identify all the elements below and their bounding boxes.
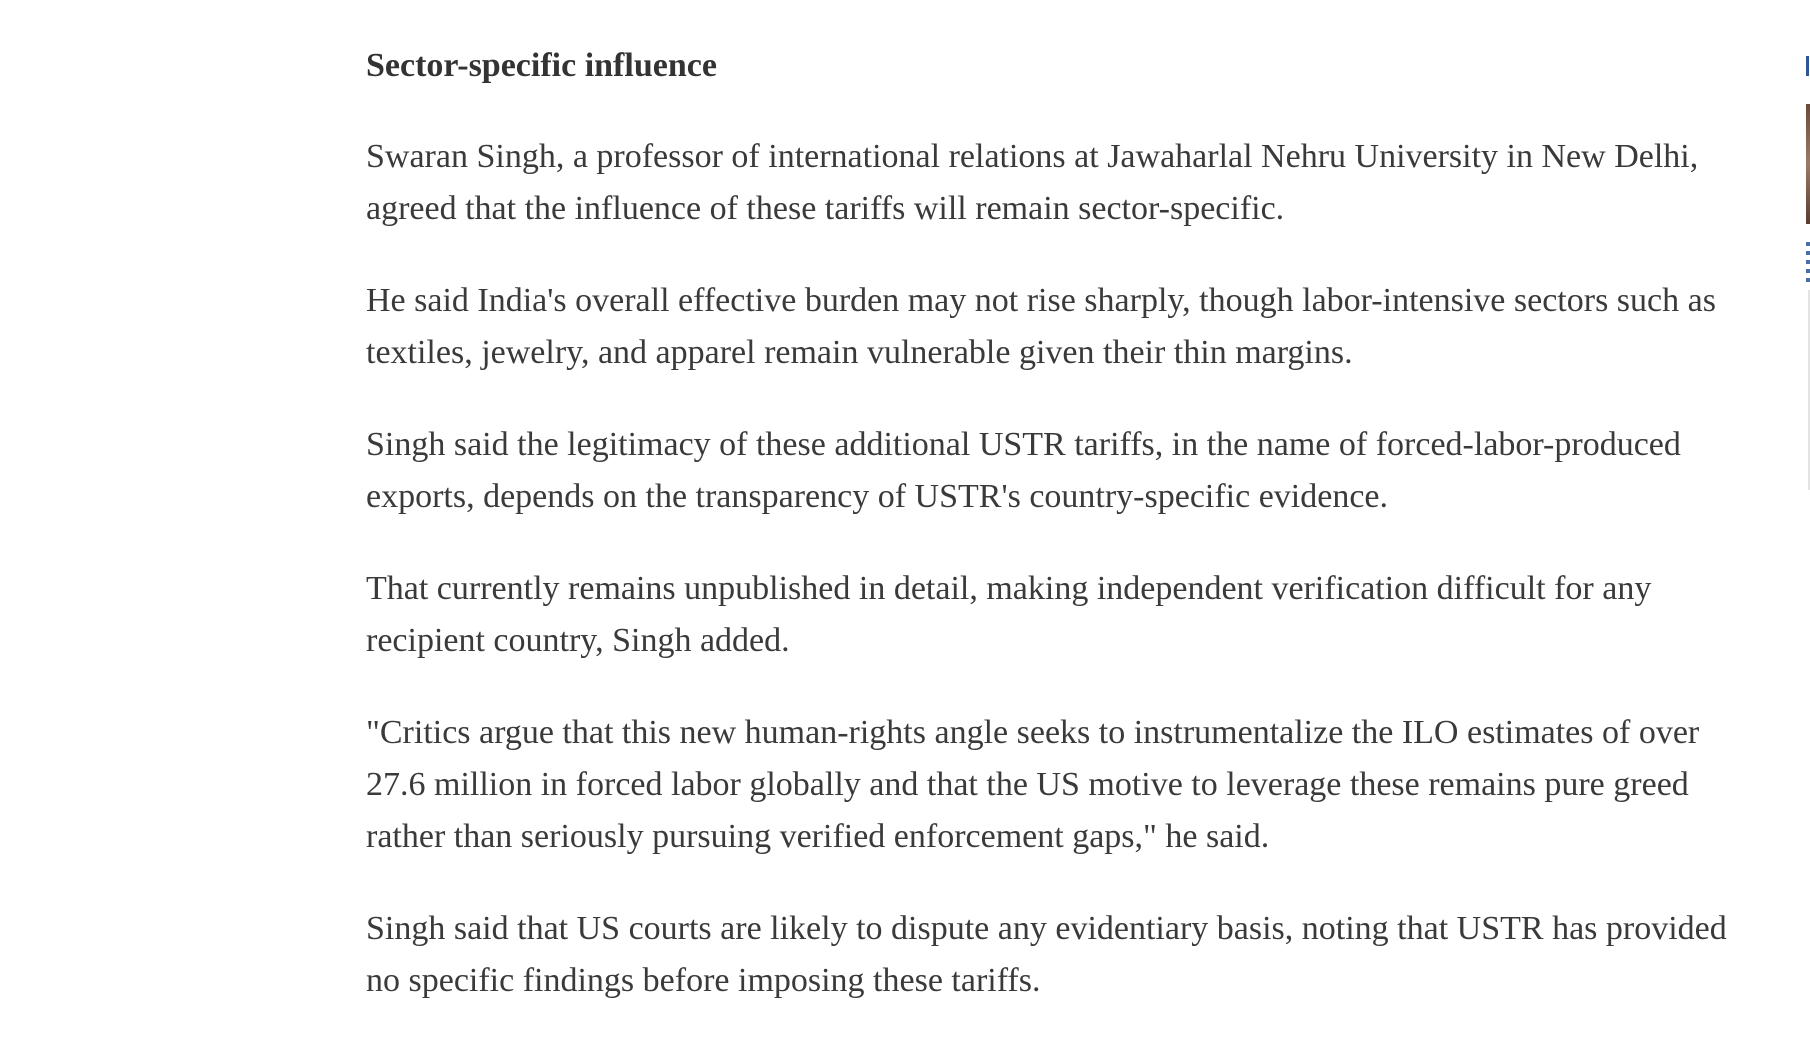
article-body <box>366 40 1736 1047</box>
section-heading: Sector-specific influence <box>366 47 717 84</box>
article-paragraph-4: That currently remains unpublished in detail, making independent verification difficult for any recipient country, Singh added. <box>366 570 1652 659</box>
article-paragraph-5: "Critics argue that this new human-rights angle seeks to instrumentalize the ILO estimates of over 27.6 million in forced labor globally and that the US motive to leverage these remains pure greed rather than seriously pursuing verified enforcement gaps," he said. <box>366 714 1700 855</box>
article-paragraph-3: Singh said the legitimacy of these additional USTR tariffs, in the name of forced-labor-produced exports, depends on the transparency of USTR's country-specific evidence. <box>366 426 1681 515</box>
sidebar-thumbnail-image[interactable] <box>1806 104 1810 224</box>
sidebar-text-fragment[interactable] <box>1806 242 1810 284</box>
article-paragraph-6: Singh said that US courts are likely to dispute any evidentiary basis, noting that USTR has provided no specific findings before imposing these tariffs. <box>366 910 1727 999</box>
sidebar-link-fragment[interactable] <box>1806 56 1809 76</box>
article-paragraph-1: Swaran Singh, a professor of international relations at Jawaharlal Nehru University in New Delhi, agreed that the influence of these tariffs will remain sector-specific. <box>366 138 1699 227</box>
article-paragraph-2: He said India's overall effective burden may not rise sharply, though labor-intensive sectors such as textiles, jewelry, and apparel remain vulnerable given their thin margins. <box>366 282 1716 371</box>
